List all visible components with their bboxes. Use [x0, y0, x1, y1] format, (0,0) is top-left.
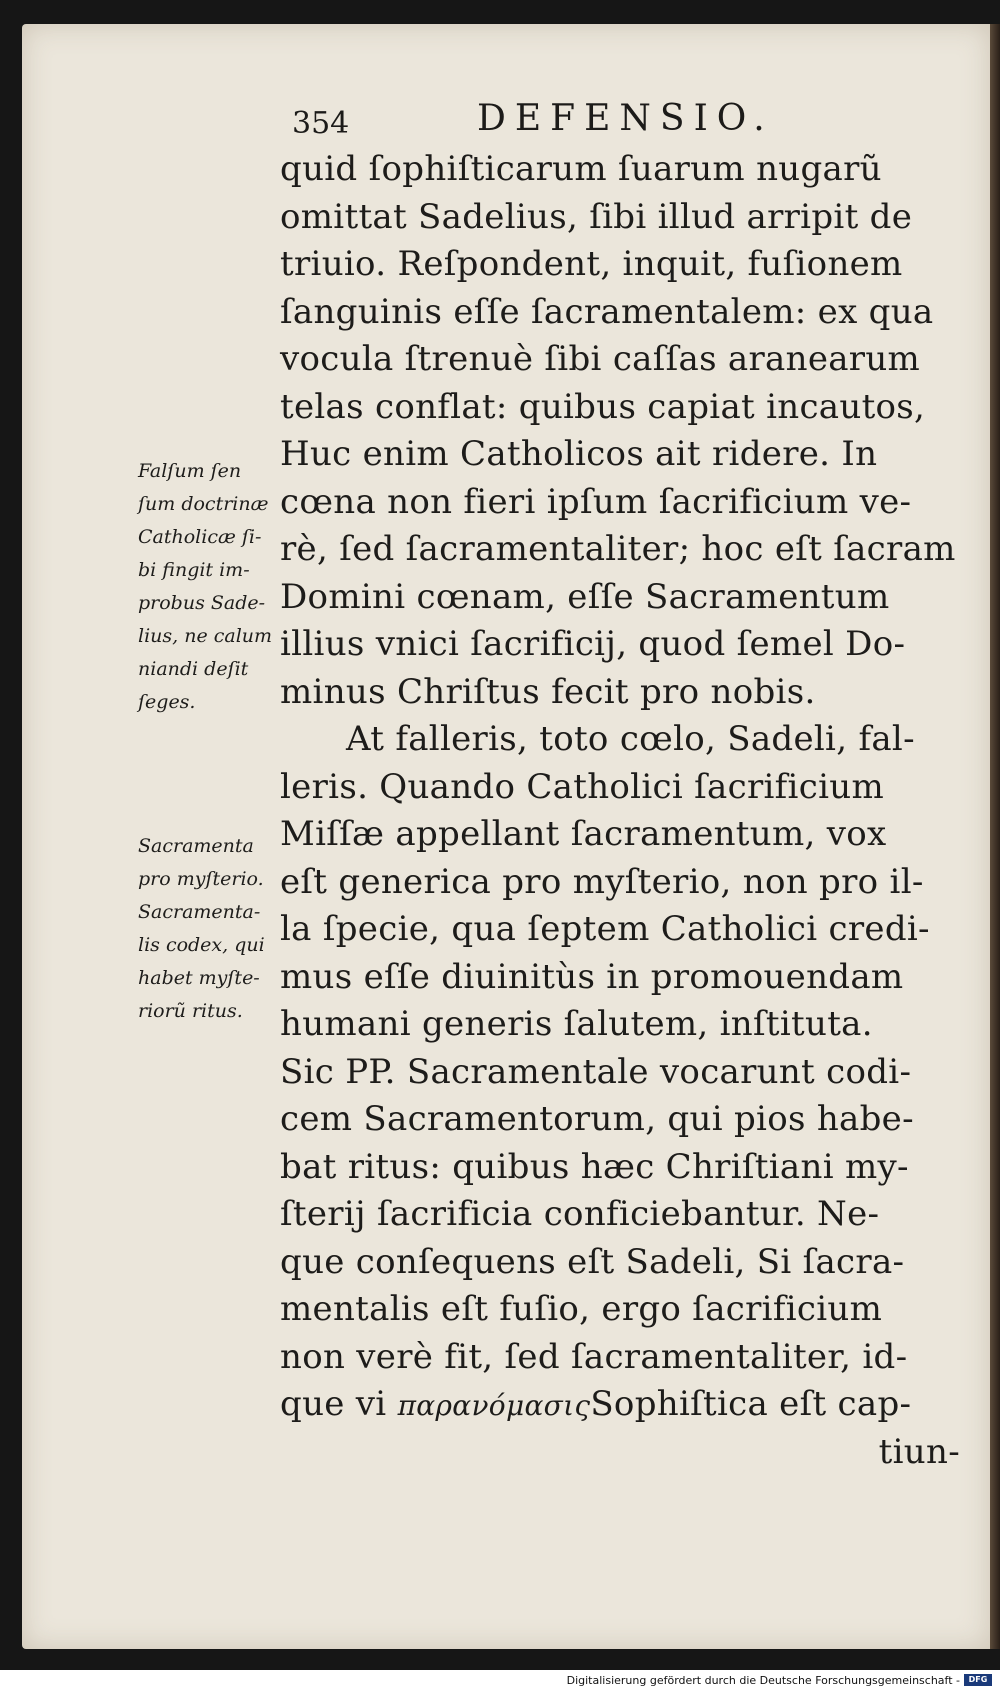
page-number: 354 — [292, 106, 350, 141]
margin-note-line: ſeges. — [138, 691, 196, 713]
text-line: triuio. Reſpondent, inquit, fuſionem — [280, 244, 903, 284]
main-text-block — [280, 146, 960, 1476]
margin-note-1 — [138, 455, 290, 719]
margin-note-line: probus Sade- — [138, 592, 266, 614]
book-spine-edge — [990, 24, 1000, 1649]
margin-note-line: Sacramenta- — [138, 901, 261, 923]
dfg-logo-icon: DFG — [964, 1674, 992, 1686]
text-line: illius vnici ſacrificij, quod ſemel Do- — [280, 624, 906, 664]
running-title: DEFENSIO. — [477, 98, 774, 139]
text-line: rè, ſed ſacramentaliter; hoc eſt ſacram — [280, 529, 956, 569]
text-line: ſterij ſacrificia conficiebantur. Ne- — [280, 1194, 880, 1234]
text-line: Domini cœnam, eſſe Sacramentum — [280, 576, 890, 617]
margin-note-line: lius, ne calum — [138, 625, 273, 647]
text-line: humani generis ſalutem, inſtituta. — [280, 1004, 873, 1044]
margin-note-line: bi fingit im- — [138, 559, 250, 581]
text-line: cœna non fieri ipſum ſacrificium ve- — [280, 481, 912, 522]
text-line: la ſpecie, qua ſeptem Catholici credi- — [280, 909, 930, 949]
text-line-with-greek — [280, 1381, 960, 1429]
text-line: telas conflat: quibus capiat incautos, — [280, 386, 926, 427]
margin-note-line: Catholicæ ſi- — [138, 526, 262, 548]
text-line: quid ſophiſticarum ſuarum nugarũ — [280, 149, 882, 189]
text-line: Huc enim Catholicos ait ridere. In — [280, 434, 878, 474]
text-line: minus Chriſtus fecit pro nobis. — [280, 671, 816, 712]
text-line: ſanguinis eſſe ſacramentalem: ex qua — [280, 291, 934, 332]
paragraph-start-line: At falleris, toto cœlo, Sadeli, fal- — [346, 719, 915, 759]
text-line: cem Sacramentorum, qui pios habe- — [280, 1099, 914, 1139]
text-line: Miſſæ appellant ſacramentum, vox — [280, 814, 887, 854]
text-line: omittat Sadelius, ſibi illud arripit de — [280, 196, 913, 237]
margin-note-line: pro myſterio. — [138, 868, 264, 890]
text-fragment: que vi — [280, 1384, 387, 1424]
text-line: non verè fit, ſed ſacramentaliter, id- — [280, 1336, 908, 1377]
footer-credit: Digitalisierung gefördert durch die Deutsche Forschungsgemeinschaft - — [566, 1674, 960, 1687]
text-line: eſt generica pro myſterio, non pro il- — [280, 861, 924, 902]
text-line: leris. Quando Catholici ſacrificium — [280, 766, 884, 807]
margin-note-line: niandi deſit — [138, 658, 249, 680]
catchword: tiun- — [878, 1431, 960, 1472]
footer-bar — [0, 1672, 1000, 1689]
margin-note-line: lis codex, qui — [138, 934, 265, 956]
text-line: bat ritus: quibus hæc Chriſtiani my- — [280, 1146, 909, 1187]
margin-note-2 — [138, 830, 290, 1028]
page-header — [292, 98, 952, 142]
margin-note-line: Falſum ſen — [138, 460, 242, 482]
margin-note-line: habet myſte- — [138, 967, 260, 989]
margin-note-line: Sacramenta — [138, 835, 254, 857]
text-line: que conſequens eſt Sadeli, Si ſacra- — [280, 1241, 905, 1282]
margin-note-line: riorũ ritus. — [138, 1000, 243, 1022]
margin-note-line: ſum doctrinæ — [138, 493, 269, 515]
text-line: Sic PP. Sacramentale vocarunt codi- — [280, 1051, 912, 1092]
text-line: mentalis eſt fuſio, ergo ſacrificium — [280, 1289, 883, 1329]
text-line: vocula ſtrenuè ſibi caſſas aranearum — [280, 339, 921, 379]
text-line: mus eſſe diuinitùs in promouendam — [280, 956, 904, 997]
greek-word: παρανόμασις — [397, 1389, 591, 1422]
text-fragment: Sophiſtica eſt cap- — [590, 1384, 912, 1424]
